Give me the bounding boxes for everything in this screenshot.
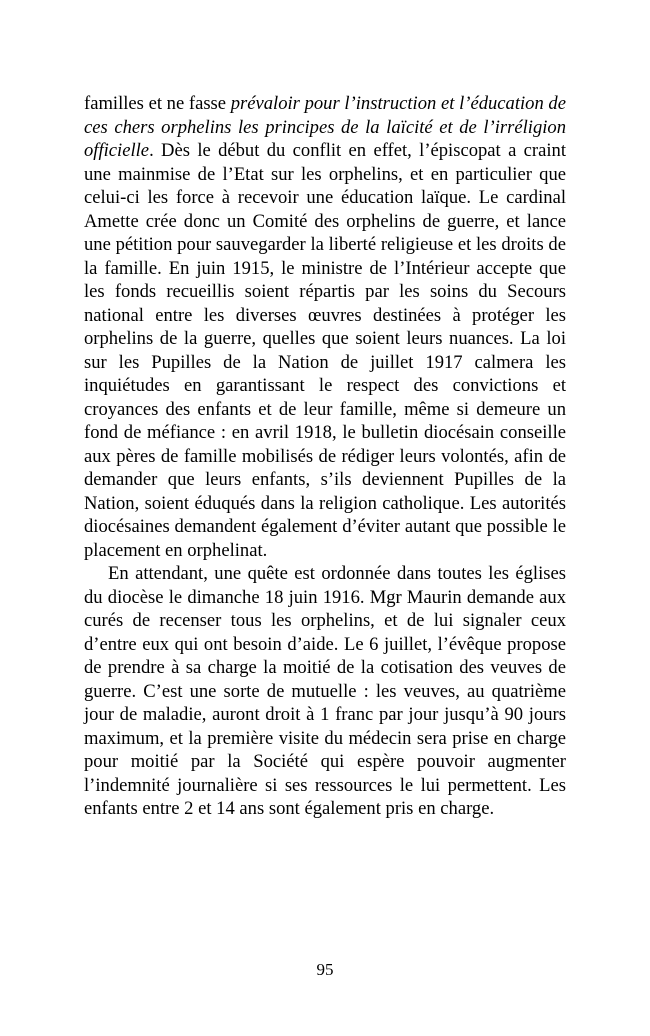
paragraph-1 <box>84 92 566 562</box>
paragraph-1-start: familles et ne fasse <box>84 93 231 114</box>
page-number: 95 <box>316 960 334 979</box>
page-body-text <box>84 92 566 821</box>
paragraph-2: En attendant, une quête est ordonnée dans toutes les églises du diocèse le dimanche 18 juin 1916. Mgr Maurin demande aux curés de recenser tous les orphelins, et de lui signaler ceux d’entre eux qui ont besoin d’aide. Le 6 juillet, l’évêque propose de prendre à sa charge la moitié de la cotisation des veuves de guerre. C’est une sorte de mutuelle : les veuves, au quatrième jour de maladie, auront droit à 1 franc par jour jusqu’à 90 jours maximum, et la première visite du médecin sera prise en charge pour moitié par la Société qui espère pouvoir augmenter l’indemnité journalière si ses ressources le lui permettent. Les enfants entre 2 et 14 ans sont également pris en charge. <box>84 563 566 819</box>
paragraph-1-rest: . Dès le début du conflit en effet, l’épiscopat a craint une mainmise de l’Etat sur les orphelins, et en particulier que celui-ci les force à recevoir une éducation laïque. Le cardinal Amette crée donc un Comité des orphelins de guerre, et lance une pétition pour sauvegarder la liberté religieuse et les droits de la famille. En juin 1915, le ministre de l’Intérieur accepte que les fonds recueillis soient répartis par les soins du Secours national entre les diverses œuvres destinées à protéger les orphelins de la guerre, quelles que soient leurs nuances. La loi sur les Pupilles de la Nation de juillet 1917 calmera les inquiétudes en garantissant le respect des convictions et croyances des enfants et de leur famille, même si demeure un fond de méfiance : en avril 1918, le bulletin diocésain conseille aux pères de famille mobilisés de rédiger leurs volontés, afin de demander que leurs enfants, s’ils deviennent Pupilles de la Nation, soient éduqués dans la religion catholique. Les autorités diocésaines demandent également d’éviter autant que possible le placement en orphelinat. <box>84 140 566 561</box>
paragraph-1-italic-quote: prévaloir pour l’instruction et l’éducation de ces chers orphelins les principes de la laïcité et de l’irréligion officielle <box>84 93 566 161</box>
